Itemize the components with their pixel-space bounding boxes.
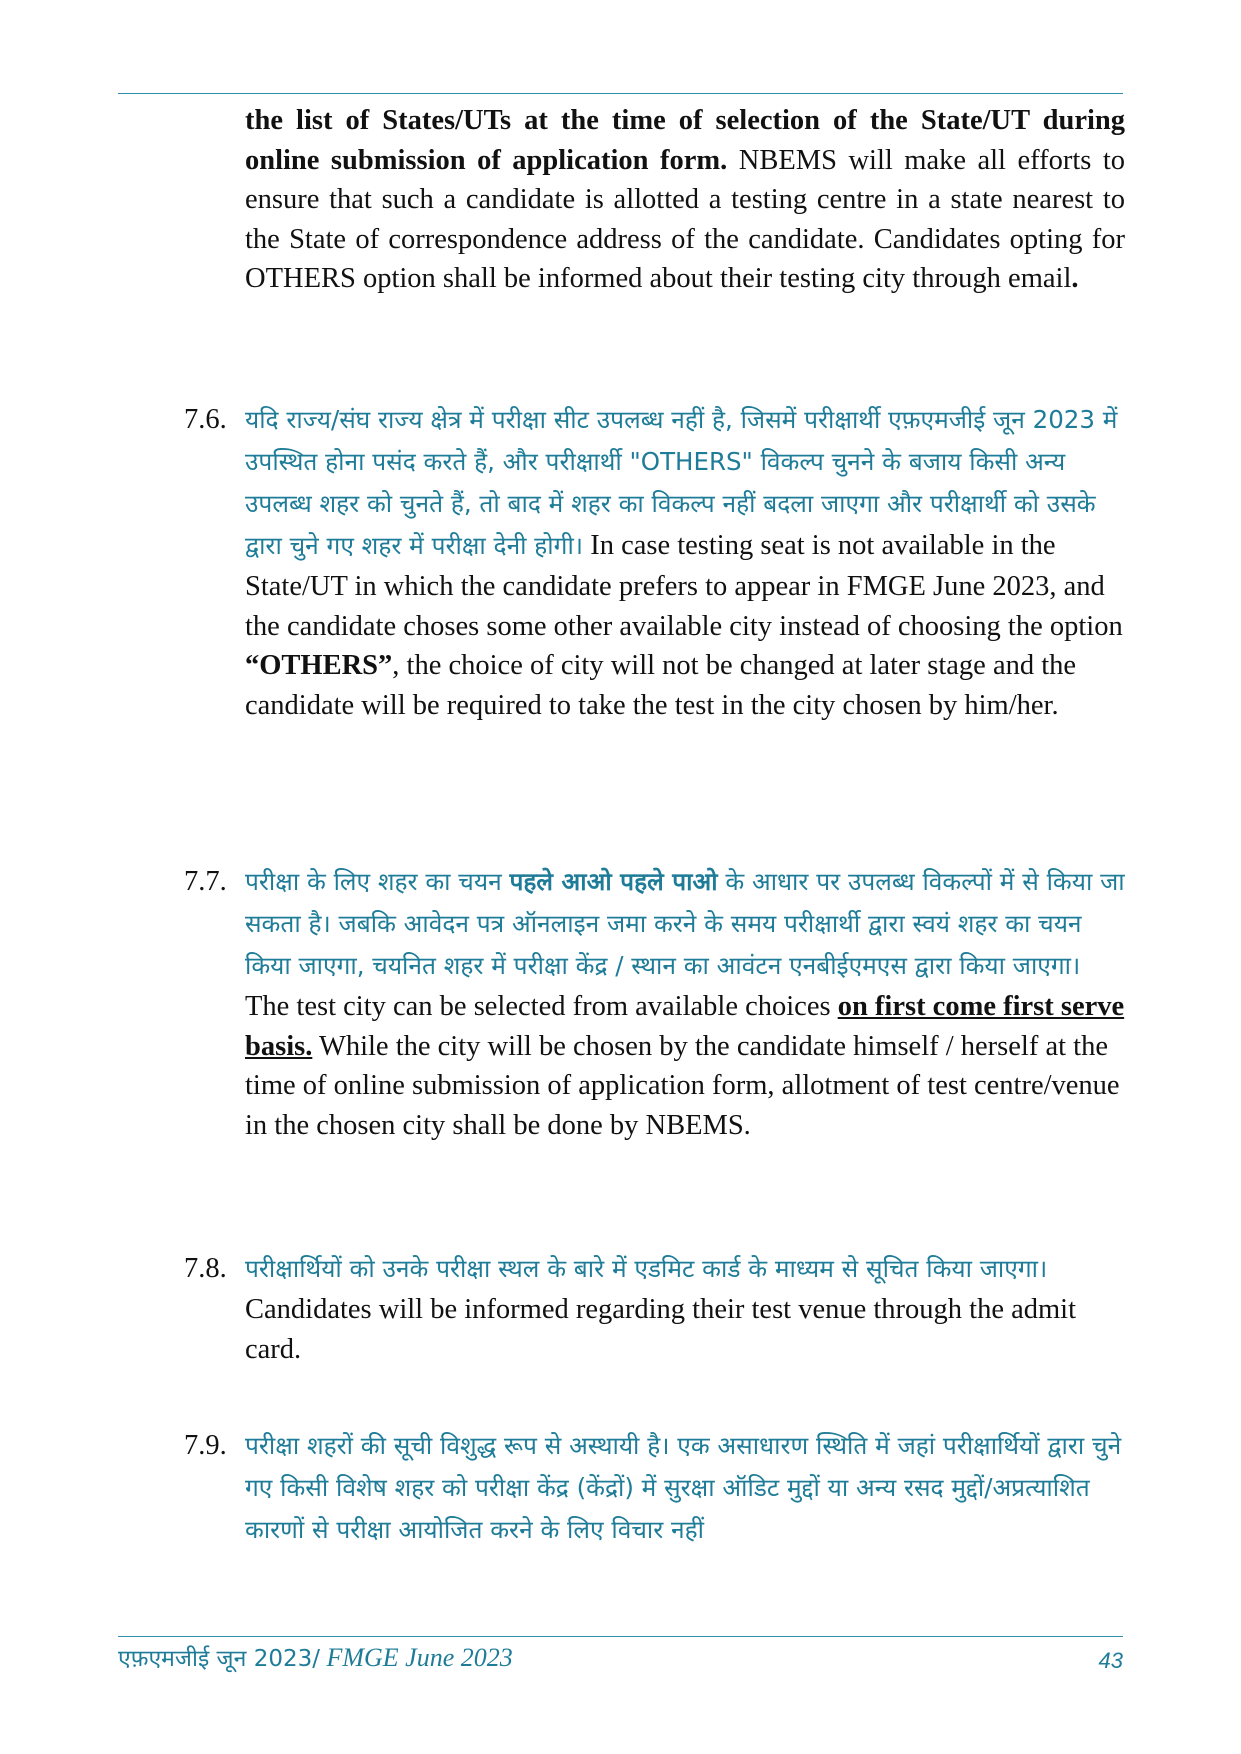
section-number-7-7: 7.7. — [184, 866, 227, 897]
footer-hindi-title: एफ़एमजीई जून 2023/ — [118, 1646, 320, 1672]
section-7-7 — [245, 861, 1125, 1145]
section-7-6-english-1: In case testing seat is not available in the State/UT in which the candidate prefers to appear in FMGE June 2023, and the candidate choses some other available city instead of choosing the option — [245, 530, 1123, 642]
section-7-7-english-underline: on first come first serve basis. — [245, 991, 1125, 1062]
footer-english-title: FMGE June 2023 — [319, 1643, 513, 1672]
page-number: 43 — [1098, 1648, 1123, 1673]
intro-text: NBEMS will make all efforts to ensure that such a candidate is allotted a testing centre in a state nearest to the State of correspondence address of the candidate. Candidates opting for OTHERS option shall be informed about their testing city through email — [245, 144, 1125, 294]
section-7-8 — [245, 1248, 1125, 1369]
section-7-6 — [245, 399, 1125, 725]
section-7-9 — [245, 1425, 1125, 1551]
footer-title — [118, 1641, 513, 1673]
section-7-8-hindi: परीक्षार्थियों को उनके परीक्षा स्थल के बारे में एडमिट कार्ड के माध्यम से सूचित किया जाएगा। — [245, 1254, 1048, 1283]
section-number-7-9: 7.9. — [184, 1430, 227, 1461]
header-rule — [118, 93, 1123, 94]
intro-paragraph — [245, 101, 1125, 299]
section-number-7-6: 7.6. — [184, 404, 227, 435]
section-number-7-8: 7.8. — [184, 1253, 227, 1284]
section-7-8-english: Candidates will be informed regarding their test venue through the admit card. — [245, 1294, 1077, 1365]
section-7-6-hindi: यदि राज्य/संघ राज्य क्षेत्र में परीक्षा सीट उपलब्ध नहीं है, जिसमें परीक्षार्थी एफ़एमजीई जून 2023 में उपस्थित होना पसंद करते हैं, और परीक्षार्थी "OTHERS" विकल्प चुनने के बजाय किसी अन्य उपलब्ध शहर को चुनते हैं, तो बाद में शहर का विकल्प नहीं बदला जाएगा और परीक्षार्थी को उसके द्वारा चुने गए शहर में परीक्षा देनी होगी। — [245, 405, 1118, 560]
section-7-7-english-1: The test city can be selected from available choices — [245, 991, 838, 1022]
section-7-6-english-bold: “OTHERS” — [245, 650, 393, 681]
section-7-6-english-2: , the choice of city will not be changed at later stage and the candidate will be required to take the test in the city chosen by him/her. — [245, 650, 1077, 721]
section-7-9-hindi: परीक्षा शहरों की सूची विशुद्ध रूप से अस्थायी है। एक असाधारण स्थिति में जहां परीक्षार्थियों द्वारा चुने गए किसी विशेष शहर को परीक्षा केंद्र (केंद्रों) में सुरक्षा ऑडिट मुद्दों या अन्य रसद मुद्दों/अप्रत्याशित कारणों से परीक्षा आयोजित करने के लिए विचार नहीं — [245, 1431, 1122, 1544]
footer-rule — [118, 1636, 1123, 1637]
section-7-7-english-2: While the city will be chosen by the candidate himself / herself at the time of online submission of application form, allotment of test centre/venue in the chosen city shall be done by NBEMS. — [245, 1030, 1120, 1141]
section-7-7-hindi-1: परीक्षा के लिए शहर का चयन — [245, 867, 510, 896]
intro-end: . — [1071, 263, 1079, 294]
section-7-7-hindi-2: के आधार पर उपलब्ध विकल्पों में से किया जा सकता है। जबकि आवेदन पत्र ऑनलाइन जमा करने के समय परीक्षार्थी द्वारा स्वयं शहर का चयन किया जाएगा, चयनित शहर में परीक्षा केंद्र / स्थान का आवंटन एनबीईएमएस द्वारा किया जाएगा। — [245, 867, 1125, 980]
intro-bold-text: the list of States/UTs at the time of selection of the State/UT during online submission of application form. — [245, 105, 1125, 176]
section-7-7-hindi-bold: पहले आओ पहले पाओ — [509, 867, 718, 896]
